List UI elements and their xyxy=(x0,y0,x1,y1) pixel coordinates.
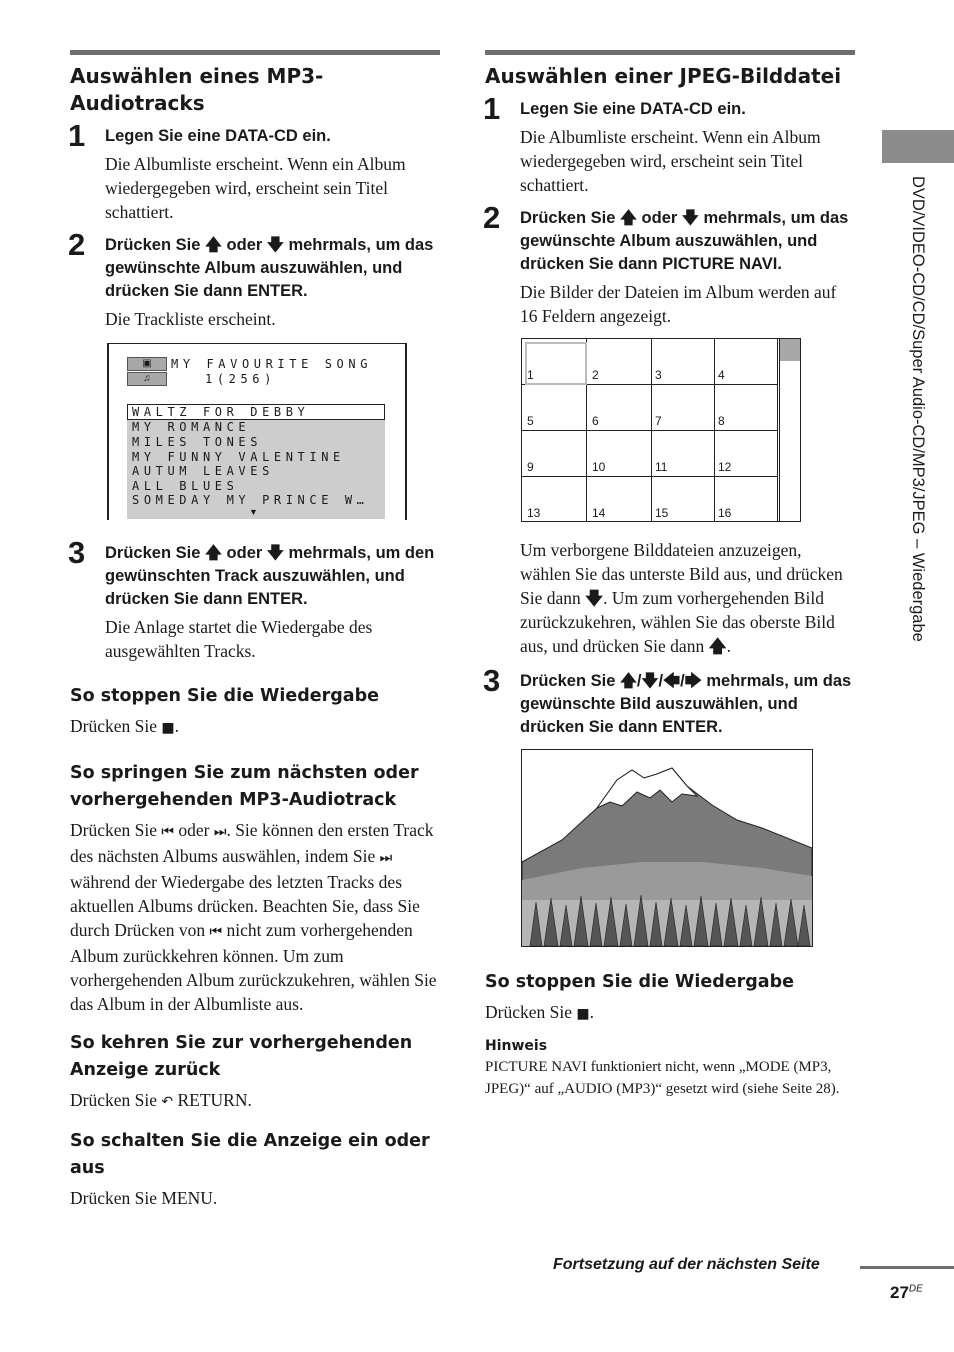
cell-number: 15 xyxy=(655,506,669,520)
down-arrow-icon: 🡇 xyxy=(266,544,284,562)
track-list-screen xyxy=(107,343,407,520)
instr-text: mehrmals, um das gewünschte Album auszuwählen, und drücken Sie dann PICTURE NAVI. xyxy=(520,209,849,273)
track-item[interactable]: MY FUNNY VALENTINE xyxy=(132,450,345,464)
step-number: 2 xyxy=(68,227,86,262)
stop-text: Drücken Sie ■. xyxy=(70,716,179,736)
return-text-a: Drücken Sie xyxy=(70,1090,157,1110)
hidden-images-text xyxy=(485,538,855,658)
page-number-value: 27 xyxy=(890,1283,909,1302)
grid-cell[interactable] xyxy=(587,385,652,431)
grid-cell[interactable] xyxy=(587,477,652,522)
hidden-text-c: . xyxy=(726,636,731,656)
grid-cell[interactable] xyxy=(713,385,778,431)
instr-text: Drücken Sie xyxy=(105,544,201,562)
hidden-text-b: . Um zum vorhergehenden Bild zurückzukehren, wählen Sie das oberste Bild aus, und drücken Sie dann xyxy=(520,588,835,656)
step-number: 1 xyxy=(68,118,86,153)
step-2 xyxy=(68,227,440,331)
subheading-menu: So schalten Sie die Anzeige ein oder aus xyxy=(70,1131,430,1178)
step-instruction xyxy=(105,542,440,611)
grid-cell[interactable] xyxy=(650,339,715,385)
picture-navi-grid xyxy=(521,338,801,522)
album-count: 1(256) xyxy=(205,372,276,386)
skip-text-3: . Sie können den ersten Track des nächsten Albums auswählen, indem Sie xyxy=(70,820,434,866)
grid-cell[interactable] xyxy=(522,385,587,431)
instr-text: mehrmals, um das gewünschte Album auszuwählen, und drücken Sie dann ENTER. xyxy=(105,236,434,300)
cell-number: 2 xyxy=(592,368,599,382)
step-2 xyxy=(483,200,855,328)
up-arrow-icon: 🡅 xyxy=(619,209,637,227)
grid-cell[interactable] xyxy=(522,477,587,522)
page-number xyxy=(890,1283,923,1303)
grid-cell[interactable] xyxy=(650,477,715,522)
subheading-skip: So springen Sie zum nächsten oder vorhergehenden MP3-Audiotrack xyxy=(70,763,419,810)
page-suffix: DE xyxy=(908,1283,923,1295)
hint-text: PICTURE NAVI funktioniert nicht, wenn „MODE (MP3, JPEG)“ auf „AUDIO (MP3)“ gesetzt wird (siehe Seite 28). xyxy=(485,1059,840,1097)
cell-number: 3 xyxy=(655,368,662,382)
scrollbar-thumb[interactable] xyxy=(780,339,800,361)
step-body: Die Bilder der Dateien im Album werden auf 16 Feldern angezeigt. xyxy=(520,282,837,326)
instr-text: Drücken Sie xyxy=(520,209,616,227)
hidden-text-a: Um verborgene Bilddateien anzuzeigen, wählen Sie das unterste Bild aus, und drücken Sie dann xyxy=(520,540,843,608)
cell-number: 4 xyxy=(718,368,725,382)
footer-rule xyxy=(860,1266,954,1269)
instr-text: mehrmals, um den gewünschten Track auszuwählen, und drücken Sie dann ENTER. xyxy=(105,544,435,608)
up-down-left-right-arrows-icon: 🡅/🡇/🡄/🡆 xyxy=(619,672,702,690)
track-item[interactable]: ALL BLUES xyxy=(132,479,239,493)
instr-text: oder xyxy=(226,544,263,562)
step-body: Die Trackliste erscheint. xyxy=(105,309,276,329)
return-text-b: RETURN. xyxy=(177,1090,252,1110)
cell-number: 5 xyxy=(527,414,534,428)
grid-scrollbar[interactable] xyxy=(779,339,800,521)
return-icon: ↶ xyxy=(161,1094,174,1110)
skip-text-5: nicht zum vorhergehenden Album zurückkehren können. Um zum vorhergehenden Album zurückzukehren, wählen Sie das Album in der Albumliste aus. xyxy=(70,920,437,1014)
return-text xyxy=(70,1088,440,1114)
skip-text-4: während der Wiedergabe des letzten Tracks des aktuellen Albums drücken. Beachten Sie, dass Sie durch Drücken von xyxy=(70,872,420,940)
next-track-icon: ⏭ xyxy=(379,850,393,866)
instr-text: Drücken Sie xyxy=(105,236,201,254)
step-instruction xyxy=(520,207,855,276)
step-1 xyxy=(68,118,440,224)
left-column xyxy=(70,50,440,1210)
chapter-tab xyxy=(882,130,954,163)
step-body: Die Anlage startet die Wiedergabe des ausgewählten Tracks. xyxy=(105,617,373,661)
stop-icon: ■ xyxy=(576,1006,590,1022)
grid-cell[interactable] xyxy=(650,431,715,477)
grid-cell[interactable] xyxy=(587,431,652,477)
step-body: Die Albumliste erscheint. Wenn ein Album wiedergegeben wird, erscheint sein Titel schattiert. xyxy=(105,154,406,222)
track-item[interactable]: MY ROMANCE xyxy=(132,420,251,434)
stop-text-label: Drücken Sie xyxy=(70,716,157,736)
subheading-stop: So stoppen Sie die Wiedergabe xyxy=(70,686,379,706)
step-3 xyxy=(483,663,855,739)
stop-text-label: Drücken Sie xyxy=(485,1002,572,1022)
step-3 xyxy=(68,535,440,663)
down-arrow-icon: 🡇 xyxy=(266,236,284,254)
step-number: 1 xyxy=(483,91,501,126)
grid-cell[interactable] xyxy=(713,477,778,522)
cell-number: 16 xyxy=(718,506,732,520)
track-item[interactable]: SOMEDAY MY PRINCE W… xyxy=(132,493,369,507)
cell-number: 14 xyxy=(592,506,606,520)
cell-number: 11 xyxy=(655,460,668,474)
selected-picture xyxy=(521,749,813,947)
hint-label: Hinweis xyxy=(485,1038,548,1054)
cell-number: 13 xyxy=(527,506,541,520)
track-item[interactable]: MILES TONES xyxy=(132,435,263,449)
track-item[interactable]: AUTUM LEAVES xyxy=(132,464,274,478)
music-note-icon: ♫ xyxy=(127,372,167,386)
track-item[interactable]: WALTZ FOR DEBBY xyxy=(132,405,310,419)
step-instruction: Legen Sie eine DATA-CD ein. xyxy=(105,127,331,145)
right-column xyxy=(485,50,855,1100)
step-instruction xyxy=(105,234,440,303)
cell-number: 1 xyxy=(527,368,534,382)
section-rule xyxy=(70,50,440,55)
previous-track-icon: ⏮ xyxy=(209,924,223,940)
grid-cell[interactable] xyxy=(587,339,652,385)
cell-number: 12 xyxy=(718,460,732,474)
section-heading: Auswählen einer JPEG-Bilddatei xyxy=(485,64,842,88)
down-arrow-icon: 🡇 xyxy=(585,588,604,608)
grid-cell[interactable] xyxy=(522,431,587,477)
cell-number: 7 xyxy=(655,414,662,428)
step-body: Die Albumliste erscheint. Wenn ein Album wiedergegeben wird, erscheint sein Titel schattiert. xyxy=(520,127,821,195)
step-instruction xyxy=(520,670,855,739)
menu-text: Drücken Sie MENU. xyxy=(70,1188,218,1208)
up-arrow-icon: 🡅 xyxy=(708,636,727,656)
selected-cell-highlight xyxy=(525,342,587,385)
grid-cell[interactable] xyxy=(713,431,778,477)
previous-track-icon: ⏮ xyxy=(161,824,174,840)
step-1 xyxy=(483,91,855,197)
down-arrow-icon: 🡇 xyxy=(681,209,699,227)
instr-text: oder xyxy=(641,209,678,227)
grid-cell[interactable] xyxy=(522,339,587,385)
instr-text: mehrmals, um das gewünschte Bild auszuwählen, und drücken Sie dann ENTER. xyxy=(520,672,852,736)
grid-cell[interactable] xyxy=(650,385,715,431)
subheading-stop: So stoppen Sie die Wiedergabe xyxy=(485,972,794,992)
cell-number: 10 xyxy=(592,460,606,474)
album-title: MY FAVOURITE SONG xyxy=(171,357,373,371)
skip-text xyxy=(70,818,440,1016)
instr-text: oder xyxy=(226,236,263,254)
up-arrow-icon: 🡅 xyxy=(204,544,222,562)
step-number: 2 xyxy=(483,200,501,235)
cell-number: 6 xyxy=(592,414,599,428)
skip-text-1: Drücken Sie xyxy=(70,820,157,840)
step-instruction: Legen Sie eine DATA-CD ein. xyxy=(520,100,746,118)
mountain-landscape-illustration xyxy=(522,750,812,946)
subheading-return: So kehren Sie zur vorhergehenden Anzeige zurück xyxy=(70,1033,413,1080)
section-rule xyxy=(485,50,855,55)
step-number: 3 xyxy=(68,535,86,570)
album-icon: ▣ xyxy=(127,357,167,371)
chapter-title-vertical: DVD/VIDEO-CD/CD/Super Audio-CD/MP3/JPEG – Wiedergabe xyxy=(909,176,927,642)
grid-cell[interactable] xyxy=(713,339,778,385)
skip-text-2: oder xyxy=(178,820,210,840)
up-arrow-icon: 🡅 xyxy=(204,236,222,254)
cell-number: 8 xyxy=(718,414,725,428)
section-heading: Auswählen eines MP3-Audiotracks xyxy=(70,64,324,115)
continued-note: Fortsetzung auf der nächsten Seite xyxy=(553,1256,820,1273)
stop-icon: ■ xyxy=(161,720,175,736)
cell-number: 9 xyxy=(527,460,534,474)
step-number: 3 xyxy=(483,663,501,698)
track-list xyxy=(127,404,385,519)
stop-text: Drücken Sie ■. xyxy=(485,1002,594,1022)
next-track-icon: ⏭ xyxy=(213,824,227,840)
scroll-down-icon[interactable]: ▼ xyxy=(249,507,258,517)
instr-text: Drücken Sie xyxy=(520,672,616,690)
